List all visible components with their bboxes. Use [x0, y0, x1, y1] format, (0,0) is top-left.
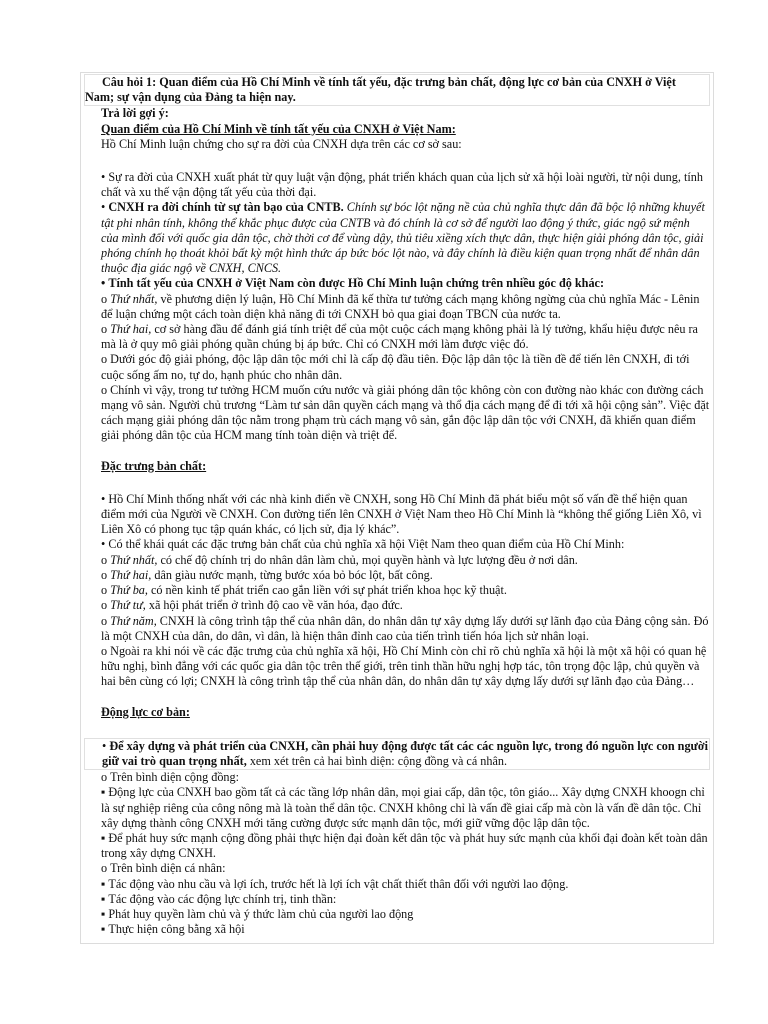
answer-label: Trả lời gợi ý: [101, 106, 169, 121]
sub-item: o Thứ tư, xã hội phát triển ở trình độ cao về văn hóa, đạo đức. [101, 598, 403, 613]
sub-text: cơ sở hàng đầu để đánh giá tính triệt để của một cuộc cách mạng không phải là lý tưởng, khẩu hiệu được nêu ra mà là ở quy mô giải phóng quần chúng bị áp bức. Chỉ có CNXH mới làm được việc đó. [101, 322, 698, 352]
square-item: ▪ Tác động vào nhu cầu và lợi ích, trước hết là lợi ích vật chất thiết thân đối với người lao động. [101, 876, 569, 891]
square-text: Động lực của CNXH bao gồm tất cả các tầng lớp nhân dân, mọi giai cấp, dân tộc, tôn giáo... Xây dựng CNXH khoogn chỉ là sự nghiệp riêng của công nông mà là toàn thể dân tộc. CNXH không chỉ là vấn đề giai cấp mà còn là vấn đề dân tộc. Chỉ xây dựng thành công CNXH mới tăng cường được sức mạnh dân tộc, mới giữ vững độc lập dân tộc. [101, 785, 705, 830]
square-text: Tác động vào các động lực chính trị, tinh thần: [108, 891, 337, 906]
bullet-text: Hồ Chí Minh thống nhất với các nhà kinh điển về CNXH, song Hồ Chí Minh đã phát biểu một số vấn đề thể hiện quan điểm mới của Người về CNXH. Con đường tiến lên CNXH ở Việt Nam theo Hồ Chí Minh là “không thể giống Liên Xô, vì Liên Xô có phong tục tập quán khác, có lịch sử, địa lý khác”. [101, 491, 702, 537]
section2-heading: Đặc trưng bản chất: [101, 458, 207, 473]
spacer [84, 690, 710, 705]
sub-text: về phương diện lý luận, Hồ Chí Minh đã kế thừa tư tưởng cách mạng không ngừng của chủ nghĩa Mác - Lênin để luận chứng một cách toàn diện khả năng đi tới CNXH bỏ qua giai đoạn TBCN của nước ta. [101, 291, 700, 321]
question-title [84, 74, 710, 106]
sub-item: o Thứ hai, cơ sở hàng đầu để đánh giá tính triệt để của một cuộc cách mạng không phải là lý tưởng, khẩu hiệu được nêu ra mà là ở quy mô giải phóng quần chúng bị áp bức. Chỉ có CNXH mới làm được việc đó. [101, 322, 698, 352]
section1-heading: Quan điểm của Hồ Chí Minh về tính tất yếu của CNXH ở Việt Nam: [101, 121, 456, 136]
square-item: ▪ Phát huy quyền làm chủ và ý thức làm chủ của người lao động [101, 906, 414, 921]
sub-italic: Thứ ba, [110, 583, 148, 598]
sub-text: Trên bình diện cá nhân: [110, 861, 226, 876]
bullet-bold: Để xây dựng và phát triển của CNXH, cần phải huy động được tất các các nguồn lực, trong đó nguồn lực con người giữ vai trò quan trọng nhất, [102, 738, 709, 768]
square-item: ▪ Tác động vào các động lực chính trị, tinh thần: [101, 891, 337, 906]
sub-item: o Thứ năm, CNXH là công trình tập thể của nhân dân, do nhân dân tự xây dựng lấy dưới sự lãnh đạo của Đảng cộng sản. Đó là một CNXH của dân, do dân, vì dân, là hiện thân đỉnh cao của tiến trình tiến hóa lịch sử nhân loại. [101, 613, 709, 643]
sub-text: Trên bình diện cộng đồng: [110, 770, 240, 785]
sub-text: xã hội phát triển ở trình độ cao về văn hóa, đạo đức. [145, 598, 403, 613]
bullet-text: Chính sự bóc lột nặng nề của chủ nghĩa thực dân đã bộc lộ những khuyết tật phi nhân tính, không thể khắc phục được của CNTB và đó chính là cơ sở để người lao động ý thức, giác ngộ sứ mệnh của mình đối với quốc gia dân tộc, chờ thời cơ để vùng dậy, thủ tiêu xiềng xích thực dân, thực hiện giải phóng dân tộc, giải phóng chính họ thoát khỏi bất kỳ một hình thức áp bức bóc lột nào, và đây chính là điều kiện quan trọng nhất để nhân dân thuộc địa giác ngộ về CNXH, CNCS. [101, 200, 705, 276]
sub-item: o Trên bình diện cộng đồng: [101, 770, 240, 785]
square-text: Tác động vào nhu cầu và lợi ích, trước hết là lợi ích vật chất thiết thân đối với người lao động. [108, 876, 569, 891]
spacer [84, 474, 710, 489]
square-text: Thực hiện công bằng xã hội [108, 922, 245, 937]
sub-text: CNXH là công trình tập thể của nhân dân, do nhân dân tự xây dựng lấy dưới sự lãnh đạo của Đảng cộng sản. Đó là một CNXH của dân, do dân, vì dân, là hiện thân đỉnh cao của tiến trình tiến hóa lịch sử nhân loại. [101, 613, 709, 643]
list-item: • Tính tất yếu của CNXH ở Việt Nam còn được Hồ Chí Minh luận chứng trên nhiều góc độ khác: [101, 276, 605, 291]
bullet-bold: Tính tất yếu của CNXH ở Việt Nam còn được Hồ Chí Minh luận chứng trên nhiều góc độ khác: [108, 276, 605, 291]
sub-text: Chính vì vậy, trong tư tưởng HCM muốn cứu nước và giải phóng dân tộc không còn con đường nào khác con đường cách mạng vô sản. Người chủ trương “Làm tư sản dân quyền cách mạng và thổ địa cách mạng để đi tới xã hội cộng sản”. Việc đặt cách mạng giải phóng dân tộc nằm trong phạm trù cách mạng vô sản, gắn độc lập dân tộc với CNXH, đã khiến quan điểm giải phóng dân tộc của HCM mang tính toàn diện và triệt để. [101, 382, 710, 443]
sub-italic: Thứ tư, [110, 598, 146, 613]
sub-text: có nền kinh tế phát triển cao gắn liền với sự phát triển khoa học kỹ thuật. [147, 583, 507, 598]
square-text: Phát huy quyền làm chủ và ý thức làm chủ của người lao động [108, 906, 414, 921]
sub-italic: Thứ nhất, [110, 552, 158, 567]
square-text: Để phát huy sức mạnh cộng đồng phải thực hiện đại đoàn kết dân tộc và phát huy sức mạnh của khối đại đoàn kết toàn dân trong xây dựng CNXH. [101, 830, 708, 861]
square-item: ▪ Để phát huy sức mạnh cộng đồng phải thực hiện đại đoàn kết dân tộc và phát huy sức mạnh của khối đại đoàn kết toàn dân trong xây dựng CNXH. [101, 830, 708, 861]
section3-heading: Động lực cơ bản: [101, 704, 190, 719]
sub-item: o Trên bình diện cá nhân: [101, 861, 226, 876]
sub-text: Ngoài ra khi nói về các đặc trưng của chủ nghĩa xã hội, Hồ Chí Minh còn chỉ rõ chủ nghĩa xã hội là một xã hội có quan hệ hữu nghị, bình đẳng với các quốc gia dân tộc trên thế giới, trên tinh thần hữu nghị hợp tác, tôn trọng độc lập, chủ quyền và hai bên cùng có lợi; CNXH là công trình tập thể của nhân dân, do nhân dân tự xây dựng lấy dưới sự lãnh đạo của Đảng… [101, 643, 707, 689]
sub-italic: Thứ nhất, [110, 291, 158, 306]
sub-text: có chế độ chính trị do nhân dân làm chủ, mọi quyền hành và lực lượng đều ở nơi dân. [157, 552, 578, 567]
question-title-line1: Câu hỏi 1: Quan điểm của Hồ Chí Minh về tính tất yếu, đặc trưng bản chất, động lực cơ bản của CNXH ở Việt [102, 75, 676, 89]
section1-intro: Hồ Chí Minh luận chứng cho sự ra đời của CNXH dựa trên các cơ sở sau: [101, 136, 462, 151]
sub-item: o Thứ ba, có nền kinh tế phát triển cao gắn liền với sự phát triển khoa học kỹ thuật. [101, 583, 507, 598]
spacer [84, 444, 710, 459]
bullet-text: Có thể khái quát các đặc trưng bản chất của chủ nghĩa xã hội Việt Nam theo quan điểm của Hồ Chí Minh: [108, 537, 625, 552]
spacer [84, 720, 710, 735]
square-item: ▪ Động lực của CNXH bao gồm tất cả các tầng lớp nhân dân, mọi giai cấp, dân tộc, tôn giáo... Xây dựng CNXH khoogn chỉ là sự nghiệp riêng của công nông mà là toàn thể dân tộc. CNXH không chỉ là vấn đề giai cấp mà còn là vấn đề dân tộc. Chỉ xây dựng thành công CNXH mới tăng cường được sức mạnh dân tộc, mới giữ vững độc lập dân tộc. [101, 785, 705, 830]
sub-item: o Thứ hai, dân giàu nước mạnh, từng bước xóa bỏ bóc lột, bất công. [101, 567, 433, 582]
list-item: • Sự ra đời của CNXH xuất phát từ quy luật vận động, phát triển khách quan của lịch sử xã hội loài người, từ nội dung, tính chất và xu thế vận động tất yếu của thời đại. [101, 170, 703, 200]
document-page [80, 72, 714, 944]
sub-item: o Dưới góc độ giải phóng, độc lập dân tộc mới chỉ là cấp độ đầu tiên. Độc lập dân tộc là tiền đề để tiến lên CNXH, đi tới cuộc sống ấm no, tự do, hạnh phúc cho nhân dân. [101, 352, 690, 382]
sub-italic: Thứ năm, [110, 613, 157, 628]
sub-text: dân giàu nước mạnh, từng bước xóa bỏ bóc lột, bất công. [151, 567, 433, 582]
sub-italic: Thứ hai, [110, 322, 152, 337]
list-item: • Để xây dựng và phát triển của CNXH, cần phải huy động được tất các các nguồn lực, trong đó nguồn lực con người giữ vai trò quan trọng nhất, xem xét trên cả hai bình diện: cộng đồng và cá nhân. [84, 738, 710, 770]
sub-item: o Thứ nhất, về phương diện lý luận, Hồ Chí Minh đã kế thừa tư tưởng cách mạng không ngừng của chủ nghĩa Mác - Lênin để luận chứng một cách toàn diện khả năng đi tới CNXH bỏ qua giai đoạn TBCN của nước ta. [101, 291, 700, 321]
list-item: • CNXH ra đời chính từ sự tàn bạo của CNTB. Chính sự bóc lột nặng nề của chủ nghĩa thực dân đã bộc lộ những khuyết tật phi nhân tính, không thể khắc phục được của CNTB và đó chính là cơ sở để người lao động ý thức, giác ngộ sứ mệnh của mình đối với quốc gia dân tộc, chờ thời cơ để vùng dậy, thủ tiêu xiềng xích thực dân, thực hiện giải phóng dân tộc, giải phóng chính họ thoát khỏi bất kỳ một hình thức áp bức bóc lột nào, và đây chính là điều kiện quan trọng nhất để nhân dân thuộc địa giác ngộ về CNXH, CNCS. [101, 200, 705, 276]
square-item: ▪ Thực hiện công bằng xã hội [101, 922, 245, 937]
document-body [81, 74, 713, 937]
bullet-text: Sự ra đời của CNXH xuất phát từ quy luật vận động, phát triển khách quan của lịch sử xã hội loài người, từ nội dung, tính chất và xu thế vận động tất yếu của thời đại. [101, 170, 703, 200]
sub-item: o Thứ nhất, có chế độ chính trị do nhân dân làm chủ, mọi quyền hành và lực lượng đều ở nơi dân. [101, 552, 578, 567]
bullet-text: xem xét trên cả hai bình diện: cộng đồng và cá nhân. [246, 753, 508, 768]
sub-text: Dưới góc độ giải phóng, độc lập dân tộc mới chỉ là cấp độ đầu tiên. Độc lập dân tộc là tiền đề để tiến lên CNXH, đi tới cuộc sống ấm no, tự do, hạnh phúc cho nhân dân. [101, 352, 690, 382]
question-title-line2: Nam; sự vận dụng của Đảng ta hiện nay. [85, 90, 296, 105]
list-item: • Có thể khái quát các đặc trưng bản chất của chủ nghĩa xã hội Việt Nam theo quan điểm của Hồ Chí Minh: [101, 537, 625, 552]
sub-item: o Chính vì vậy, trong tư tưởng HCM muốn cứu nước và giải phóng dân tộc không còn con đường nào khác con đường cách mạng vô sản. Người chủ trương “Làm tư sản dân quyền cách mạng và thổ địa cách mạng để đi tới xã hội cộng sản”. Việc đặt cách mạng giải phóng dân tộc nằm trong phạm trù cách mạng vô sản, gắn độc lập dân tộc với CNXH, đã khiến quan điểm giải phóng dân tộc của HCM mang tính toàn diện và triệt để. [101, 382, 710, 443]
spacer [84, 152, 710, 167]
sub-italic: Thứ hai, [110, 567, 152, 582]
sub-item: o Ngoài ra khi nói về các đặc trưng của chủ nghĩa xã hội, Hồ Chí Minh còn chỉ rõ chủ nghĩa xã hội là một xã hội có quan hệ hữu nghị, bình đẳng với các quốc gia dân tộc trên thế giới, trên tinh thần hữu nghị hợp tác, tôn trọng độc lập, chủ quyền và hai bên cùng có lợi; CNXH là công trình tập thể của nhân dân, do nhân dân tự xây dựng lấy dưới sự lãnh đạo của Đảng… [101, 643, 707, 689]
list-item: • Hồ Chí Minh thống nhất với các nhà kinh điển về CNXH, song Hồ Chí Minh đã phát biểu một số vấn đề thể hiện quan điểm mới của Người về CNXH. Con đường tiến lên CNXH ở Việt Nam theo Hồ Chí Minh là “không thể giống Liên Xô, vì Liên Xô có phong tục tập quán khác, có lịch sử, địa lý khác”. [101, 491, 702, 537]
bullet-bold: CNXH ra đời chính từ sự tàn bạo của CNTB. [108, 200, 344, 215]
